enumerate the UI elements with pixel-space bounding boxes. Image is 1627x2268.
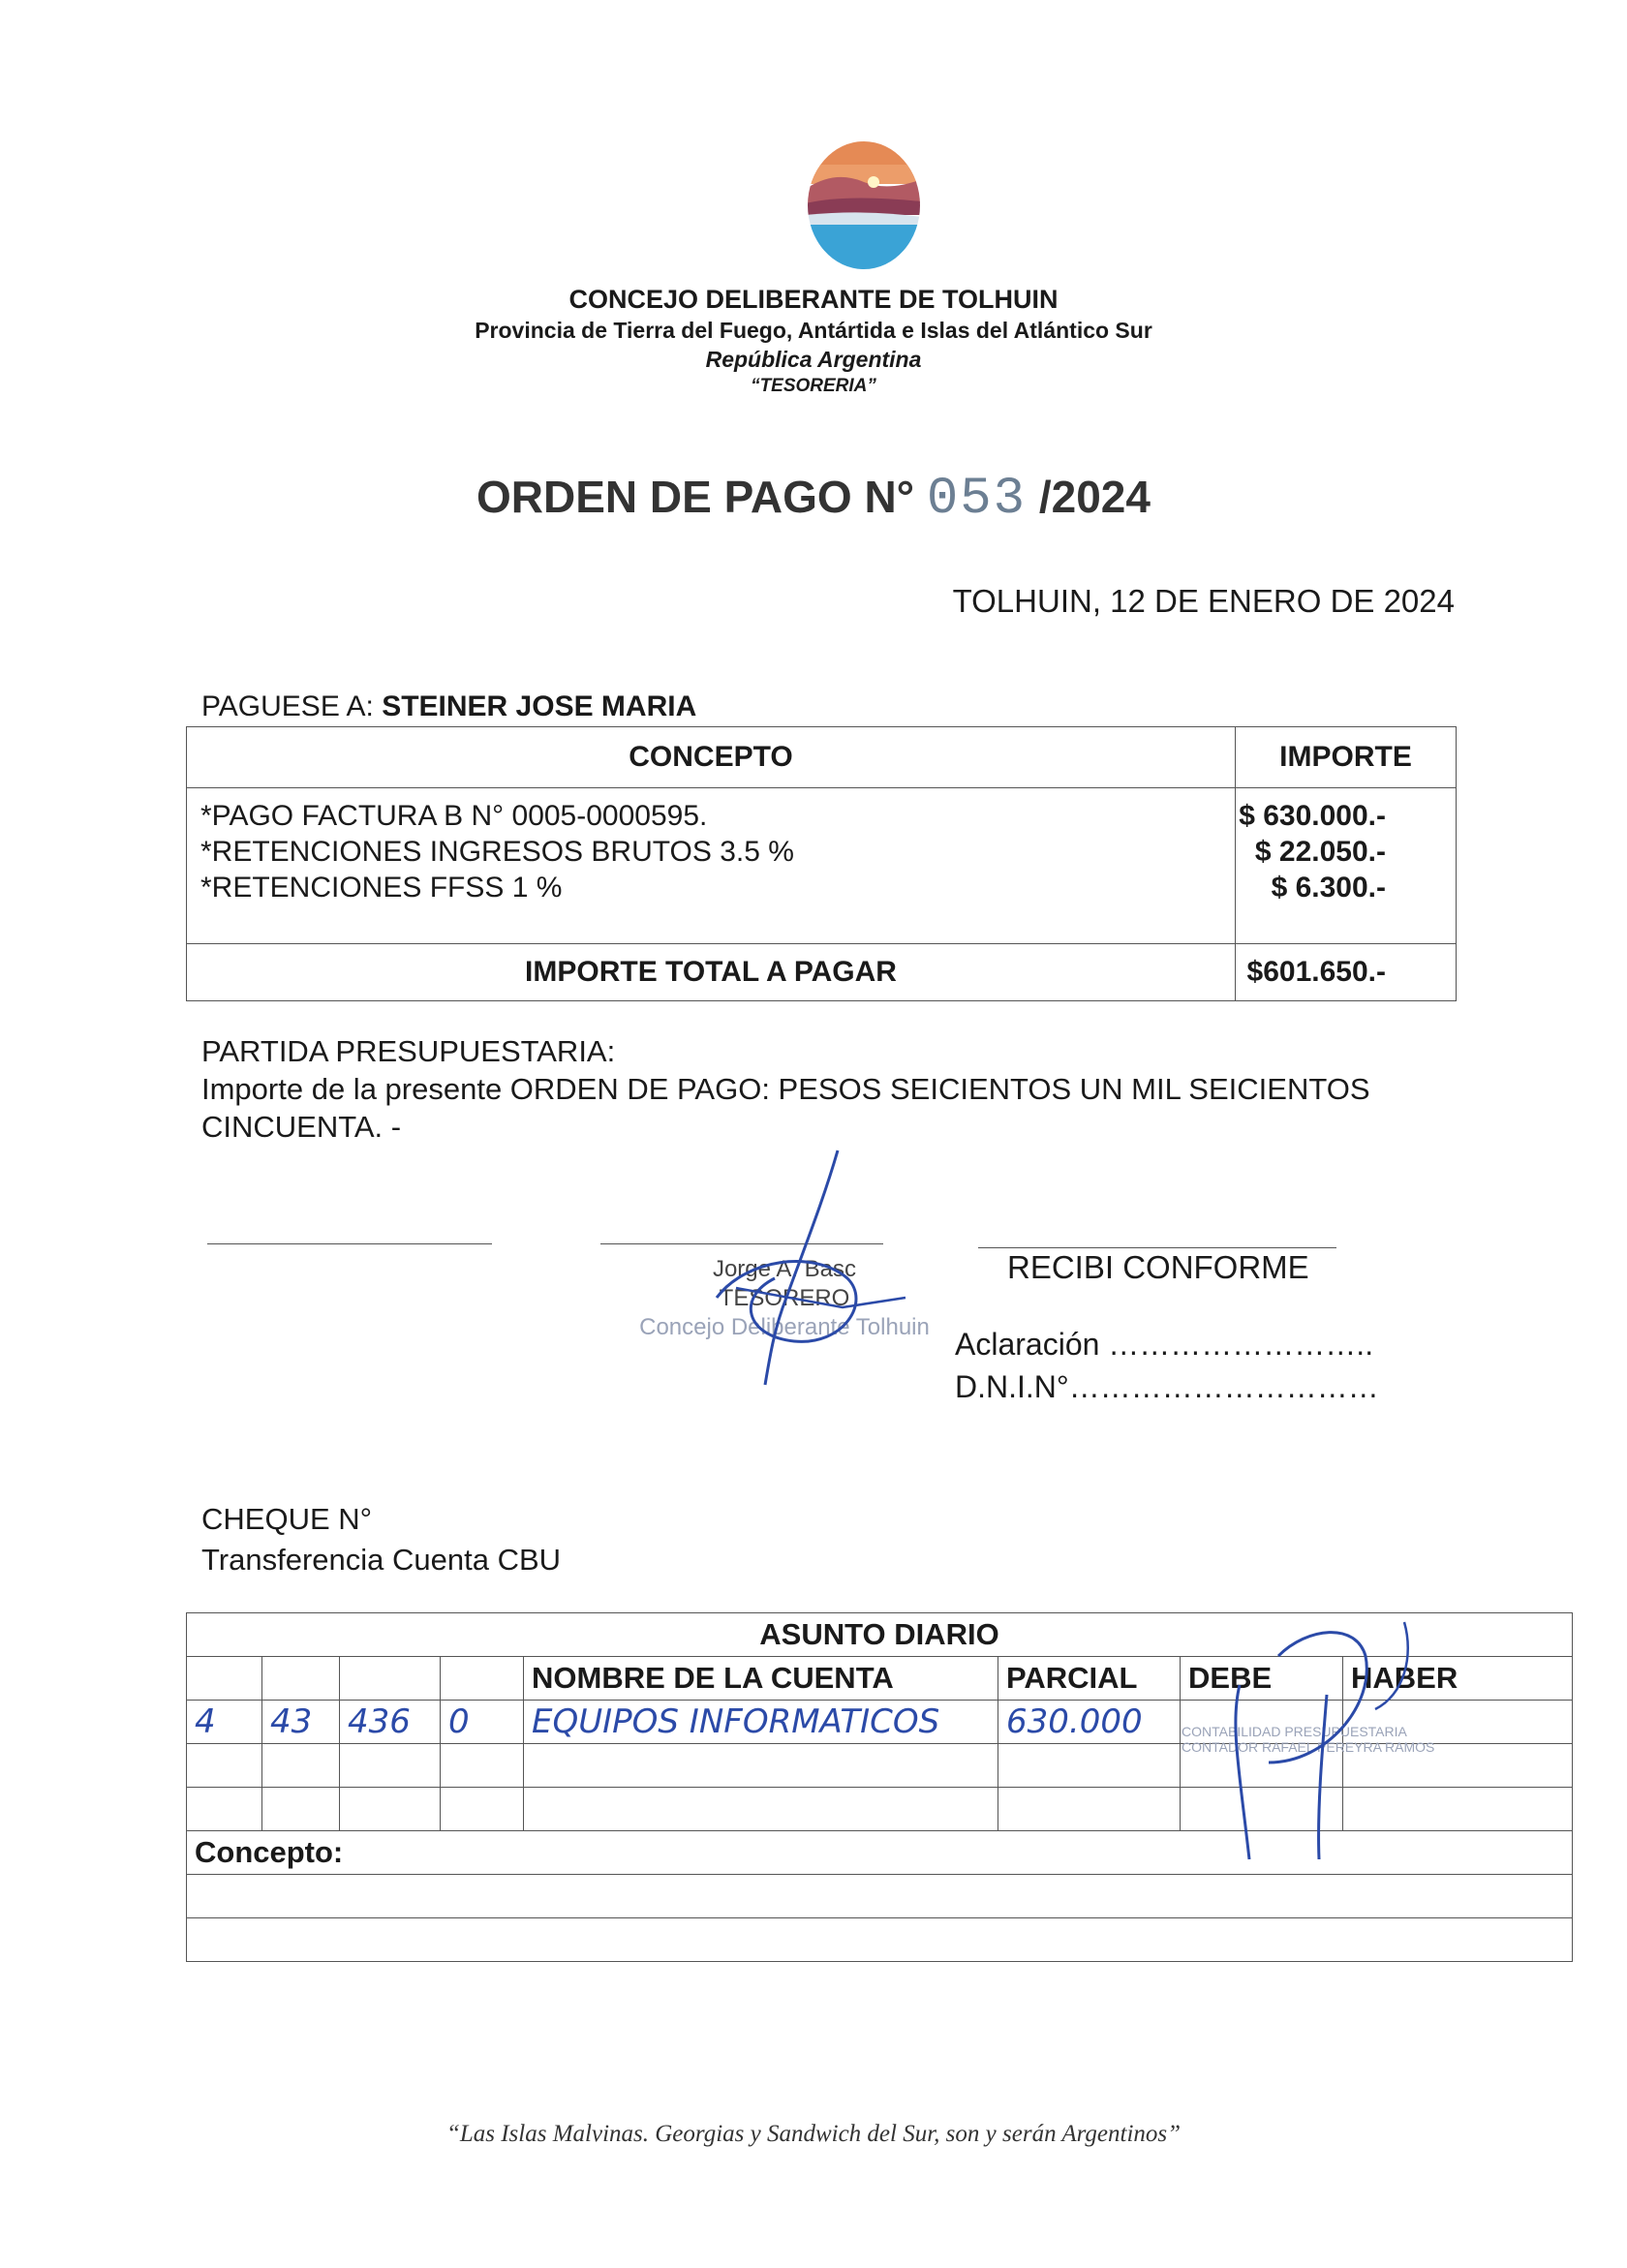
debit-header: DEBE	[1181, 1657, 1343, 1701]
accountant-signature	[1211, 1617, 1443, 1869]
journal-concept-row	[187, 1875, 1573, 1918]
amount-words-line: Importe de la presente ORDEN DE PAGO: PESOS SEICIENTOS UN MIL SEICIENTOS	[201, 1072, 1370, 1106]
code-2: 43	[262, 1701, 340, 1744]
republic-line: República Argentina	[705, 347, 922, 372]
amount-items	[1236, 788, 1457, 944]
aclaracion-field: Aclaración ……………………..	[955, 1327, 1374, 1362]
concejo-logo-icon	[806, 136, 922, 271]
account-name: EQUIPOS INFORMATICOS	[524, 1701, 998, 1744]
cheque-label: CHEQUE N°	[201, 1502, 373, 1536]
stamp-line: CONTABILIDAD PRESUPUESTARIA	[1182, 1724, 1407, 1739]
concept-items	[187, 788, 1236, 944]
amount-item: $ 6.300.-	[1271, 872, 1386, 904]
concept-item: *RETENCIONES INGRESOS BRUTOS 3.5 %	[200, 836, 794, 868]
concept-table	[186, 726, 1457, 1001]
order-date: TOLHUIN, 12 DE ENERO DE 2024	[952, 583, 1455, 619]
province-line: Provincia de Tierra del Fuego, Antártida e Islas del Atlántico Sur	[475, 318, 1152, 343]
concept-item: *RETENCIONES FFSS 1 %	[200, 872, 563, 904]
footer-motto: “Las Islas Malvinas. Georgias y Sandwich del Sur, son y serán Argentinos”	[445, 2121, 1182, 2147]
concept-item: *PAGO FACTURA B N° 0005-0000595.	[200, 800, 708, 832]
budget-label: PARTIDA PRESUPUESTARIA:	[201, 1034, 616, 1068]
transfer-label: Transferencia Cuenta CBU	[201, 1543, 562, 1577]
received-label: RECIBI CONFORME	[1007, 1249, 1309, 1285]
title-year: /2024	[1038, 472, 1151, 522]
code-col-1	[187, 1657, 262, 1701]
stamp-line: CONTADOR RAFAEL PEREYRA RAMOS	[1182, 1739, 1435, 1755]
account-header: NOMBRE DE LA CUENTA	[524, 1657, 998, 1701]
credit-header: HABER	[1343, 1657, 1573, 1701]
amount-item: $ 22.050.-	[1254, 836, 1386, 868]
partial-amount: 630.000	[998, 1701, 1181, 1744]
treasurer-signature	[678, 1143, 930, 1395]
payment-method	[201, 1499, 561, 1580]
code-3: 436	[340, 1701, 441, 1744]
journal-concept-label: Concepto:	[187, 1831, 1573, 1875]
treasurer-title: TESORERO	[719, 1285, 850, 1311]
dni-field: D.N.I.N°…………………………	[955, 1369, 1379, 1404]
page-title	[0, 470, 1627, 529]
code-1: 4	[187, 1701, 262, 1744]
budget-section	[201, 1032, 1499, 1146]
treasurer-name: Jorge A. Basc	[712, 1256, 857, 1282]
total-label: IMPORTE TOTAL A PAGAR	[187, 944, 1236, 1001]
amount-header: IMPORTE	[1236, 727, 1457, 788]
code-col-3	[340, 1657, 441, 1701]
amount-item: $ 630.000.-	[1239, 800, 1386, 832]
title-prefix: ORDEN DE PAGO N°	[476, 472, 915, 522]
payee-name: STEINER JOSE MARIA	[382, 690, 697, 722]
code-4: 0	[441, 1701, 524, 1744]
partial-header: PARCIAL	[998, 1657, 1181, 1701]
code-col-4	[441, 1657, 524, 1701]
signature-line	[207, 1243, 492, 1244]
org-name: CONCEJO DELIBERANTE DE TOLHUIN	[568, 285, 1059, 314]
signature-line	[978, 1247, 1336, 1248]
order-number: 053	[926, 470, 1028, 529]
payee-label: PAGUESE A:	[201, 690, 374, 722]
amount-words-line: CINCUENTA. -	[201, 1110, 402, 1144]
treasurer-org: Concejo Deliberante Tolhuin	[639, 1314, 930, 1340]
journal-title: ASUNTO DIARIO	[187, 1613, 1573, 1657]
payee-line	[201, 690, 696, 723]
code-col-2	[262, 1657, 340, 1701]
total-amount: $601.650.-	[1236, 944, 1457, 1001]
department-line: “TESORERIA”	[751, 376, 876, 396]
concept-header: CONCEPTO	[187, 727, 1236, 788]
journal-concept-row	[187, 1918, 1573, 1962]
signer-fields	[955, 1323, 1379, 1408]
